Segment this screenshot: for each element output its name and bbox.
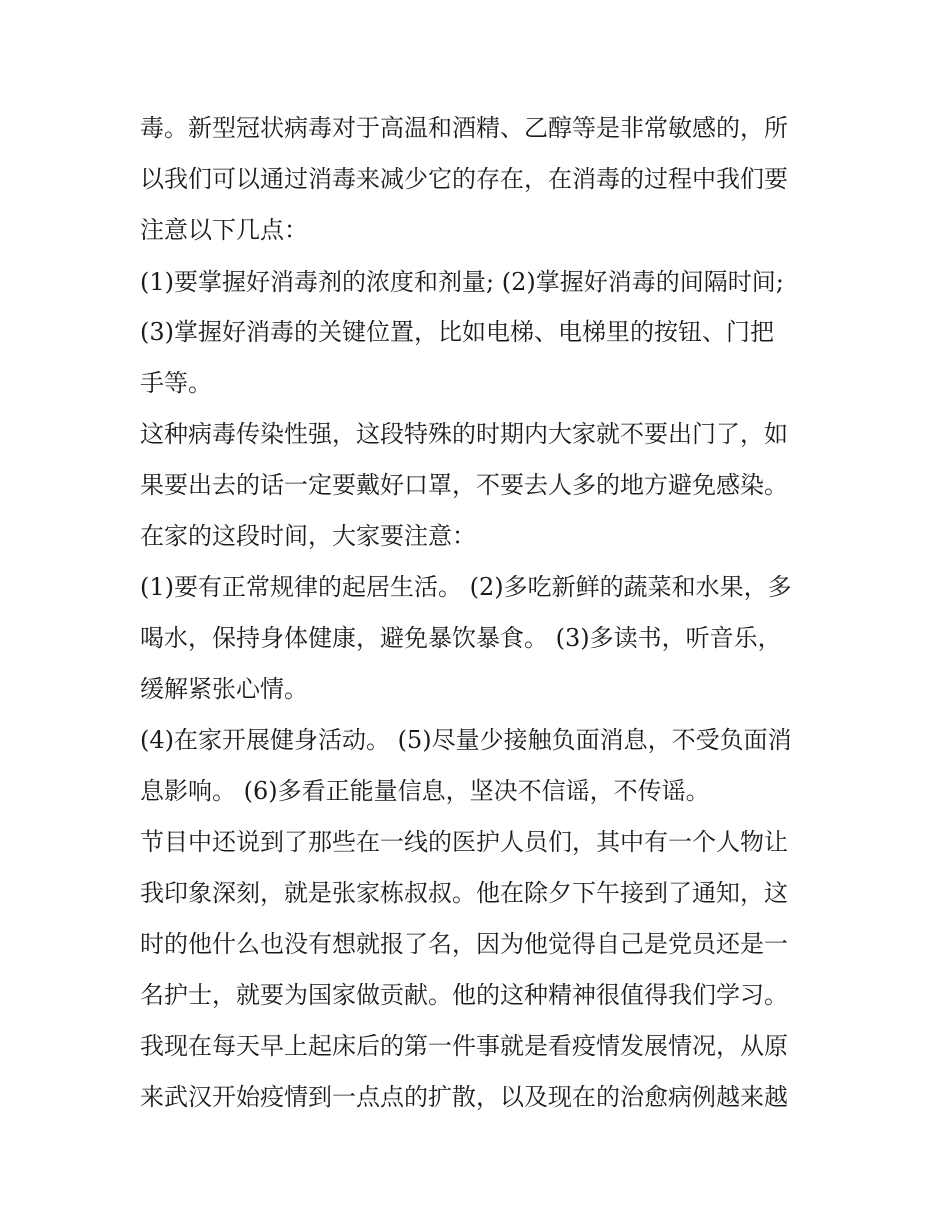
text-line: 名护士，就要为国家做贡献。他的这种精神很值得我们学习。 [140, 981, 788, 1009]
text-line: 手等。 [140, 369, 212, 397]
text-line: 毒。新型冠状病毒对于高温和酒精、乙醇等是非常敏感的，所 [140, 114, 788, 142]
text-line: 缓解紧张心情。 [140, 675, 308, 703]
text-line: 息影响。 (6)多看正能量信息，坚决不信谣，不传谣。 [140, 777, 710, 805]
text-line: 注意以下几点： [140, 216, 308, 244]
text-line: 在家的这段时间，大家要注意： [140, 522, 476, 550]
text-line: 我现在每天早上起床后的第一件事就是看疫情发展情况，从原 [140, 1032, 788, 1060]
text-line: 果要出去的话一定要戴好口罩，不要去人多的地方避免感染。 [140, 471, 788, 499]
text-line: (1)要掌握好消毒剂的浓度和剂量; (2)掌握好消毒的间隔时间; [140, 268, 784, 296]
text-line: (4)在家开展健身活动。 (5)尽量少接触负面消息，不受负面消 [140, 726, 792, 754]
text-line: 这种病毒传染性强，这段特殊的时期内大家就不要出门了，如 [140, 420, 788, 448]
text-line: (1)要有正常规律的起居生活。 (2)多吃新鲜的蔬菜和水果，多 [140, 573, 792, 601]
text-line: 时的他什么也没有想就报了名，因为他觉得自己是党员还是一 [140, 930, 788, 958]
text-line: 喝水，保持身体健康，避免暴饮暴食。 (3)多读书，听音乐， [140, 624, 782, 652]
text-line: 以我们可以通过消毒来减少它的存在，在消毒的过程中我们要 [140, 165, 788, 193]
text-line: 我印象深刻，就是张家栋叔叔。他在除夕下午接到了通知，这 [140, 879, 788, 907]
text-line: 来武汉开始疫情到一点点的扩散，以及现在的治愈病例越来越 [140, 1083, 788, 1111]
text-line: 节目中还说到了那些在一线的医护人员们，其中有一个人物让 [140, 828, 788, 856]
text-line: (3)掌握好消毒的关键位置，比如电梯、电梯里的按钮、门把 [140, 318, 774, 346]
